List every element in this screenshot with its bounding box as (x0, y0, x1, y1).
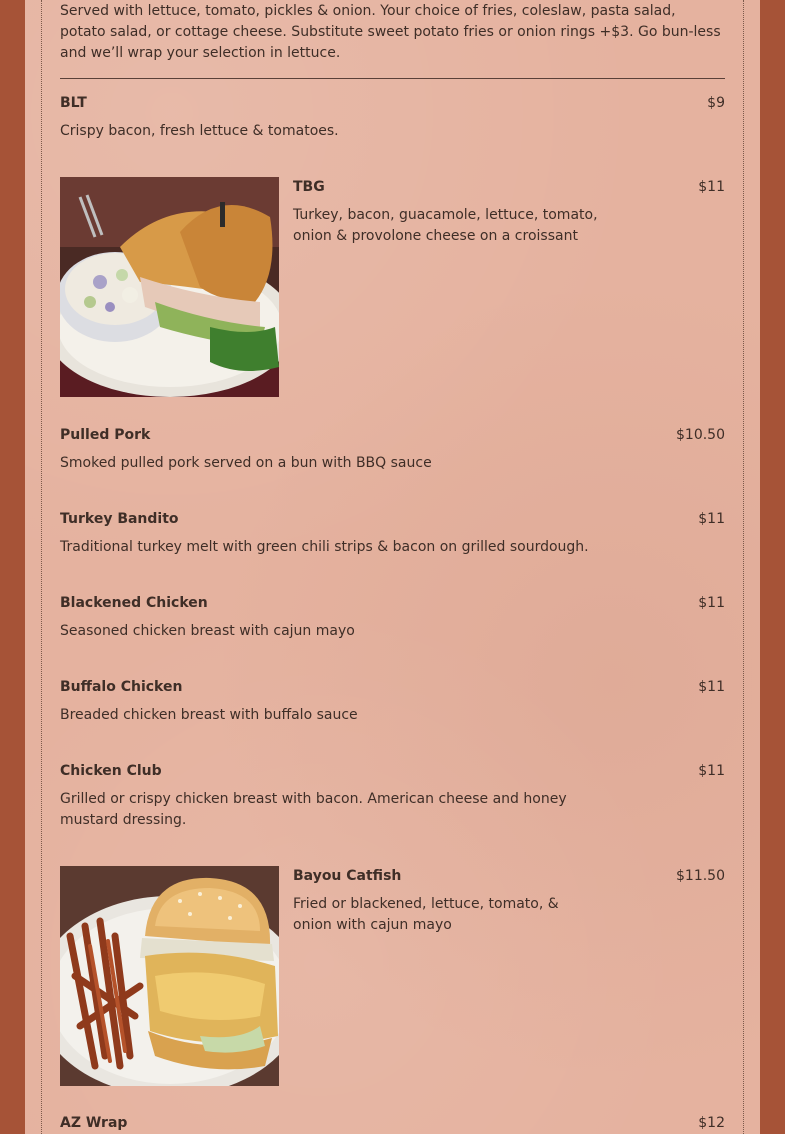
menu-item-price: $11.50 (676, 868, 725, 884)
menu-paper (25, 0, 760, 1134)
catfish-sandwich-photo (60, 866, 279, 1086)
menu-item-price: $10.50 (676, 427, 725, 443)
menu-item-price: $11 (698, 179, 725, 195)
menu-item-name: Bayou Catfish (293, 868, 402, 884)
dotted-border-right (743, 0, 744, 1134)
dotted-border-left (41, 0, 42, 1134)
menu-item-name: Blackened Chicken (60, 595, 208, 611)
menu-item-description: Seasoned chicken breast with cajun mayo (60, 623, 355, 639)
section-intro-text: Served with lettuce, tomato, pickles & onion. Your choice of fries, coleslaw, pasta salad, potato salad, or cottage cheese. Substitute sweet potato fries or onion rings +$3. Go bun-less and we’ll wrap your selection in lettuce. (60, 3, 721, 61)
section-divider (60, 78, 725, 79)
menu-item-description: Traditional turkey melt with green chili strips & bacon on grilled sourdough. (60, 539, 589, 555)
menu-item-name: AZ Wrap (60, 1115, 128, 1131)
menu-item-price: $12 (698, 1115, 725, 1131)
menu-item-description: Smoked pulled pork served on a bun with BBQ sauce (60, 455, 432, 471)
menu-item-name: Chicken Club (60, 763, 162, 779)
menu-item-name: BLT (60, 95, 87, 111)
menu-item-price: $9 (707, 95, 725, 111)
menu-item-price: $11 (698, 595, 725, 611)
menu-item-name: Pulled Pork (60, 427, 151, 443)
menu-item-description: Crispy bacon, fresh lettuce & tomatoes. (60, 123, 339, 139)
menu-item-price: $11 (698, 679, 725, 695)
tbg-sandwich-photo (60, 177, 279, 397)
menu-item-description: Fried or blackened, lettuce, tomato, & onion with cajun mayo (293, 896, 559, 933)
menu-item-description: Grilled or crispy chicken breast with bacon. American cheese and honey mustard dressing. (60, 791, 567, 828)
menu-item-price: $11 (698, 763, 725, 779)
menu-item-description: Breaded chicken breast with buffalo sauce (60, 707, 358, 723)
menu-item-price: $11 (698, 511, 725, 527)
menu-item-name: Buffalo Chicken (60, 679, 183, 695)
menu-item-name: Turkey Bandito (60, 511, 179, 527)
menu-item-description: Turkey, bacon, guacamole, lettuce, tomato, onion & provolone cheese on a croissant (293, 207, 598, 244)
menu-item-name: TBG (293, 179, 325, 195)
